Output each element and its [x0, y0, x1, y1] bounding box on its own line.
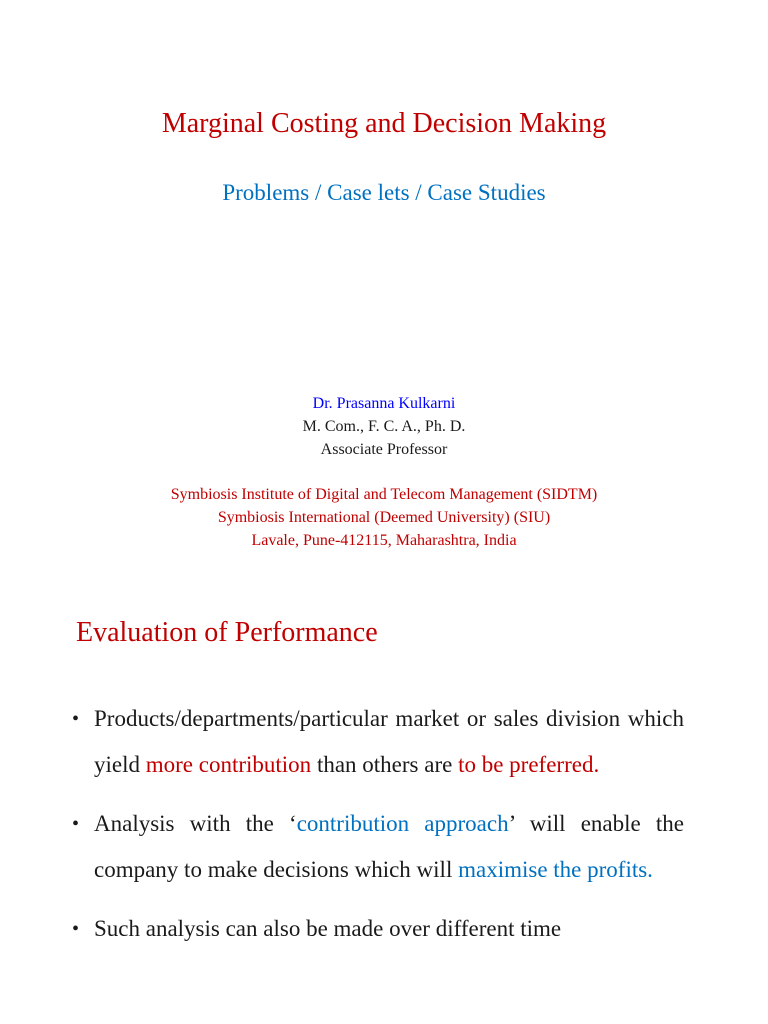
bullet-text: than others are: [311, 752, 459, 777]
author-name: Dr. Prasanna Kulkarni: [312, 395, 456, 412]
bullet-item: [72, 906, 684, 952]
institution-line-3: Lavale, Pune-412115, Maharashtra, India: [251, 532, 517, 549]
bullet-icon: •: [72, 708, 80, 730]
highlight-text: to be preferred.: [458, 752, 600, 777]
bullet-item: [72, 801, 684, 893]
author-qualifications: M. Com., F. C. A., Ph. D.: [302, 418, 466, 435]
slide-title: Marginal Costing and Decision Making: [161, 108, 607, 139]
highlight-text: maximise the profits.: [458, 857, 653, 882]
institution-block: [0, 483, 768, 552]
bullet-text: Products/departments/particular market or sales division which yield: [94, 706, 684, 777]
author-role: Associate Professor: [320, 441, 448, 458]
author-block: [0, 392, 768, 461]
bullet-text: Analysis with the ‘: [94, 811, 297, 836]
bullet-item: [72, 696, 684, 788]
institution-line-2: Symbiosis International (Deemed University) (SIU): [217, 509, 551, 526]
bullet-text: Such analysis can also be made over different time: [94, 916, 562, 941]
section-heading: Evaluation of Performance: [76, 617, 378, 648]
institution-line-1: Symbiosis Institute of Digital and Telecom Management (SIDTM): [170, 486, 598, 503]
bullet-text: ’ will enable the company to make decisions which will: [94, 811, 684, 882]
bullet-icon: •: [72, 813, 80, 835]
highlight-text: contribution approach: [296, 811, 509, 836]
bullet-list: [72, 696, 684, 965]
bullet-icon: •: [72, 918, 80, 940]
slide-subtitle: Problems / Case lets / Case Studies: [222, 180, 546, 205]
highlight-text: more contribution: [145, 752, 312, 777]
